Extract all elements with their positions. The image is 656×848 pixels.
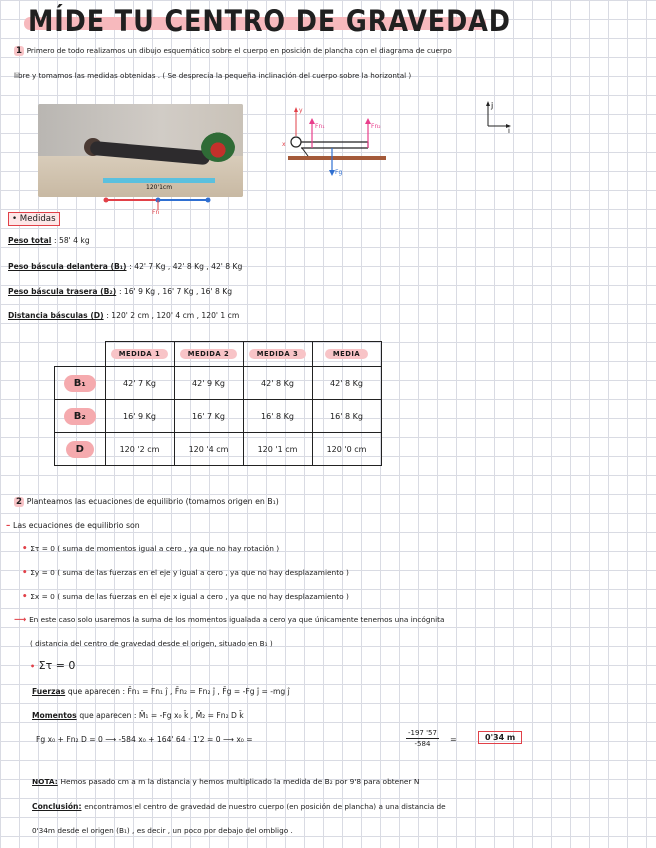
table-row: B₁ 42' 7 Kg 42' 9 Kg 42' 8 Kg 42' 8 Kg <box>55 367 382 400</box>
plank-photo <box>38 104 243 197</box>
measurements-table <box>54 341 382 466</box>
table-row: B₂ 16' 9 Kg 16' 7 Kg 16' 8 Kg 16' 8 Kg <box>55 400 382 433</box>
photo-measure-lines <box>96 190 221 216</box>
fuerzas-line: Fuerzas que aparecen : F̄n₁ = Fn₁ ĵ , F̄n₂ = Fn₂ ĵ , F̄g = -Fg ĵ = -mg ĵ <box>32 687 290 696</box>
conclusion-line-2: 0'34m desde el origen (B₁) , es decir , un poco por debajo del ombligo . <box>32 826 293 835</box>
page-title: MÍDE TU CENTRO DE GRAVEDAD <box>28 4 511 38</box>
table-header: MEDIA <box>312 342 381 367</box>
sum-tau: • Στ = 0 <box>30 659 76 672</box>
result-box: 0'34 m <box>478 732 522 744</box>
section1-line1: Primero de todo realizamos un dibujo esquemático sobre el cuerpo en posición de plancha con el diagrama de cuerpo <box>26 46 452 55</box>
label-fn2: Fn₂ <box>371 123 381 130</box>
equation-1: • Στ = 0 ( suma de momentos igual a cero , ya que no hay rotación ) <box>22 544 280 554</box>
note-line-1: ⟶ En este caso solo usaremos la suma de los momentos igualada a cero ya que únicamente tenemos una incógnita <box>14 615 445 625</box>
equals-sign: = <box>450 735 457 744</box>
medida-row-3: Distancia básculas (D) : 120' 2 cm , 120' 4 cm , 120' 1 cm <box>8 311 240 320</box>
equation-3: • Σx = 0 ( suma de las fuerzas en el eje x igual a cero , ya que no hay desplazamiento ) <box>22 592 349 602</box>
equation-2: • Σy = 0 ( suma de las fuerzas en el eje y igual a cero , ya que no hay desplazamiento ) <box>22 568 349 578</box>
table-header: MEDIDA 2 <box>174 342 243 367</box>
section1-number: 1 <box>16 46 22 56</box>
free-body-diagram <box>282 104 392 179</box>
label-x: x <box>282 141 286 148</box>
table-header: MEDIDA 1 <box>105 342 174 367</box>
photo-dimension-label: 120'1cm <box>146 184 173 191</box>
calculation-line: Fg x₀ + Fn₂ D = 0 ⟶ -584 x₀ + 164' 64 · 1'2 = 0 ⟶ x₀ = <box>36 735 253 744</box>
label-y: y <box>299 107 303 114</box>
medida-row-0: Peso total : 58' 4 kg <box>8 236 90 245</box>
label-fg: Fg <box>335 169 343 176</box>
axis-i-label: i <box>508 127 510 134</box>
label-fn1: Fn₁ <box>315 123 325 130</box>
section2-intro: – Las ecuaciones de equilibrio son <box>6 521 140 531</box>
axes-icon <box>478 98 518 134</box>
svg-text:Fn: Fn <box>152 209 160 216</box>
table-header: MEDIDA 3 <box>243 342 312 367</box>
note-line-2: ( distancia del centro de gravedad desde el origen, situado en B₁ ) <box>30 639 273 648</box>
axis-j-label: j <box>491 101 494 110</box>
momentos-line: Momentos que aparecen : M̄₁ = -Fg x₀ k̄ , M̄₂ = Fn₂ D k̄ <box>32 711 244 720</box>
medida-row-1: Peso báscula delantera (B₁) : 42' 7 Kg , 42' 8 Kg , 42' 8 Kg <box>8 262 243 271</box>
nota-line: NOTA: Hemos pasado cm a m la distancia y hemos multiplicado la medida de B₂ por 9'8 para obtener N <box>32 777 420 786</box>
fraction: -197 '57 -584 <box>408 729 437 748</box>
medidas-header: • Medidas <box>8 212 60 226</box>
section1-line2: libre y tomamos las medidas obtenidas . ( Se desprecia la pequeña inclinación del cuerpo sobre la horizontal ) <box>14 71 412 80</box>
section2-heading: 2 Planteamos las ecuaciones de equilibrio (tomamos origen en B₁) <box>16 497 279 507</box>
conclusion-line-1: Conclusión: encontramos el centro de gravedad de nuestro cuerpo (en posición de plancha) a una distancia de <box>32 802 446 811</box>
table-row: D 120 '2 cm 120 '4 cm 120 '1 cm 120 '0 cm <box>55 433 382 466</box>
section1-text-line1 <box>14 45 452 57</box>
medida-row-2: Peso báscula trasera (B₂) : 16' 9 Kg , 16' 7 Kg , 16' 8 Kg <box>8 287 233 296</box>
table-header-row <box>55 342 382 367</box>
